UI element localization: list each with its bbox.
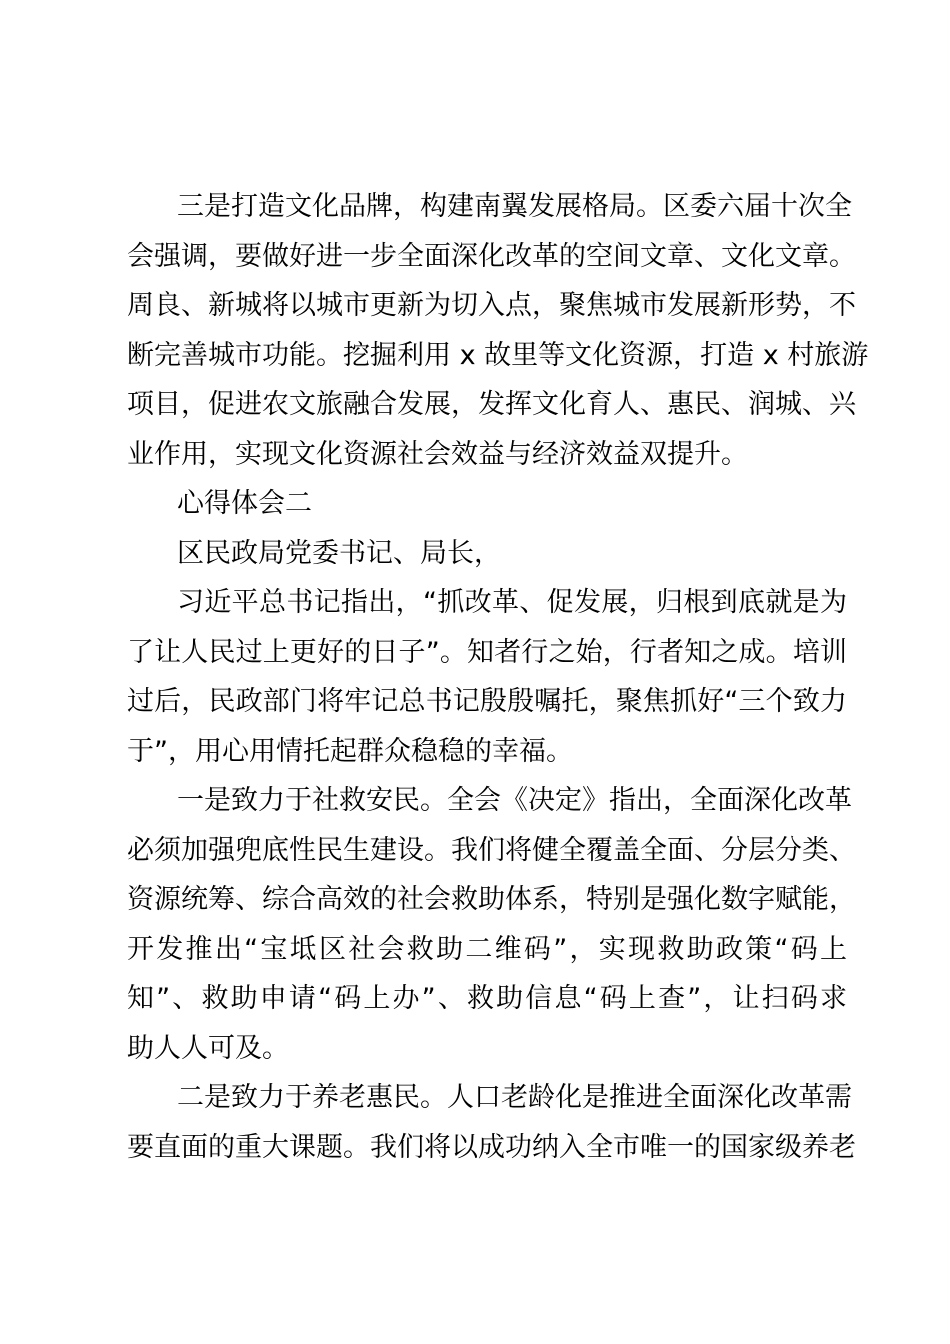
paragraph-2-line-1: 习近平总书记指出，“抓改革、促发展，归根到底就是为 [177, 587, 847, 618]
paragraph-2-line-3: 过后，民政部门将牢记总书记殷殷嘱托，聚焦抓好“三个致力 [127, 686, 847, 717]
paragraph-2-line-4: 于”，用心用情托起群众稳稳的幸福。 [127, 736, 573, 767]
paragraph-3-line-6: 助人人可及。 [127, 1033, 289, 1064]
paragraph-1-line-3: 周良、新城将以城市更新为切入点，聚焦城市发展新形势，不 [127, 290, 856, 321]
paragraph-4-line-2: 要直面的重大课题。我们将以成功纳入全市唯一的国家级养老 [127, 1132, 856, 1163]
paragraph-1-line-6: 业作用，实现文化资源社会效益与经济效益双提升。 [127, 439, 748, 470]
paragraph-1-line-2: 会强调，要做好进一步全面深化改革的空间文章、文化文章。 [127, 241, 856, 272]
author-line: 区民政局党委书记、局长， [177, 538, 501, 569]
paragraph-1-line-1: 三是打造文化品牌，构建南翼发展格局。区委六届十次全 [177, 191, 852, 222]
paragraph-3-line-4: 开发推出“宝坻区社会救助二维码”，实现救助政策“码上 [127, 934, 847, 965]
paragraph-2-line-2: 了让人民过上更好的日子”。知者行之始，行者知之成。培训 [127, 637, 847, 668]
paragraph-1-line-5: 项目，促进农文旅融合发展，发挥文化育人、惠民、润城、兴 [127, 389, 856, 420]
section-heading: 心得体会二 [177, 488, 312, 519]
paragraph-4-line-1: 二是致力于养老惠民。人口老龄化是推进全面深化改革需 [177, 1082, 852, 1113]
paragraph-3-line-3: 资源统筹、综合高效的社会救助体系，特别是强化数字赋能， [127, 884, 856, 915]
paragraph-3-line-2: 必须加强兜底性民生建设。我们将健全覆盖全面、分层分类、 [127, 835, 856, 866]
paragraph-3-line-5: 知”、救助申请“码上办”、救助信息“码上查”，让扫码求 [127, 983, 847, 1014]
paragraph-3-line-1: 一是致力于社救安民。全会《决定》指出，全面深化改革 [177, 785, 852, 816]
paragraph-1-line-4: 断完善城市功能。挖掘利用 x 故里等文化资源，打造 x 村旅游 [127, 340, 869, 371]
